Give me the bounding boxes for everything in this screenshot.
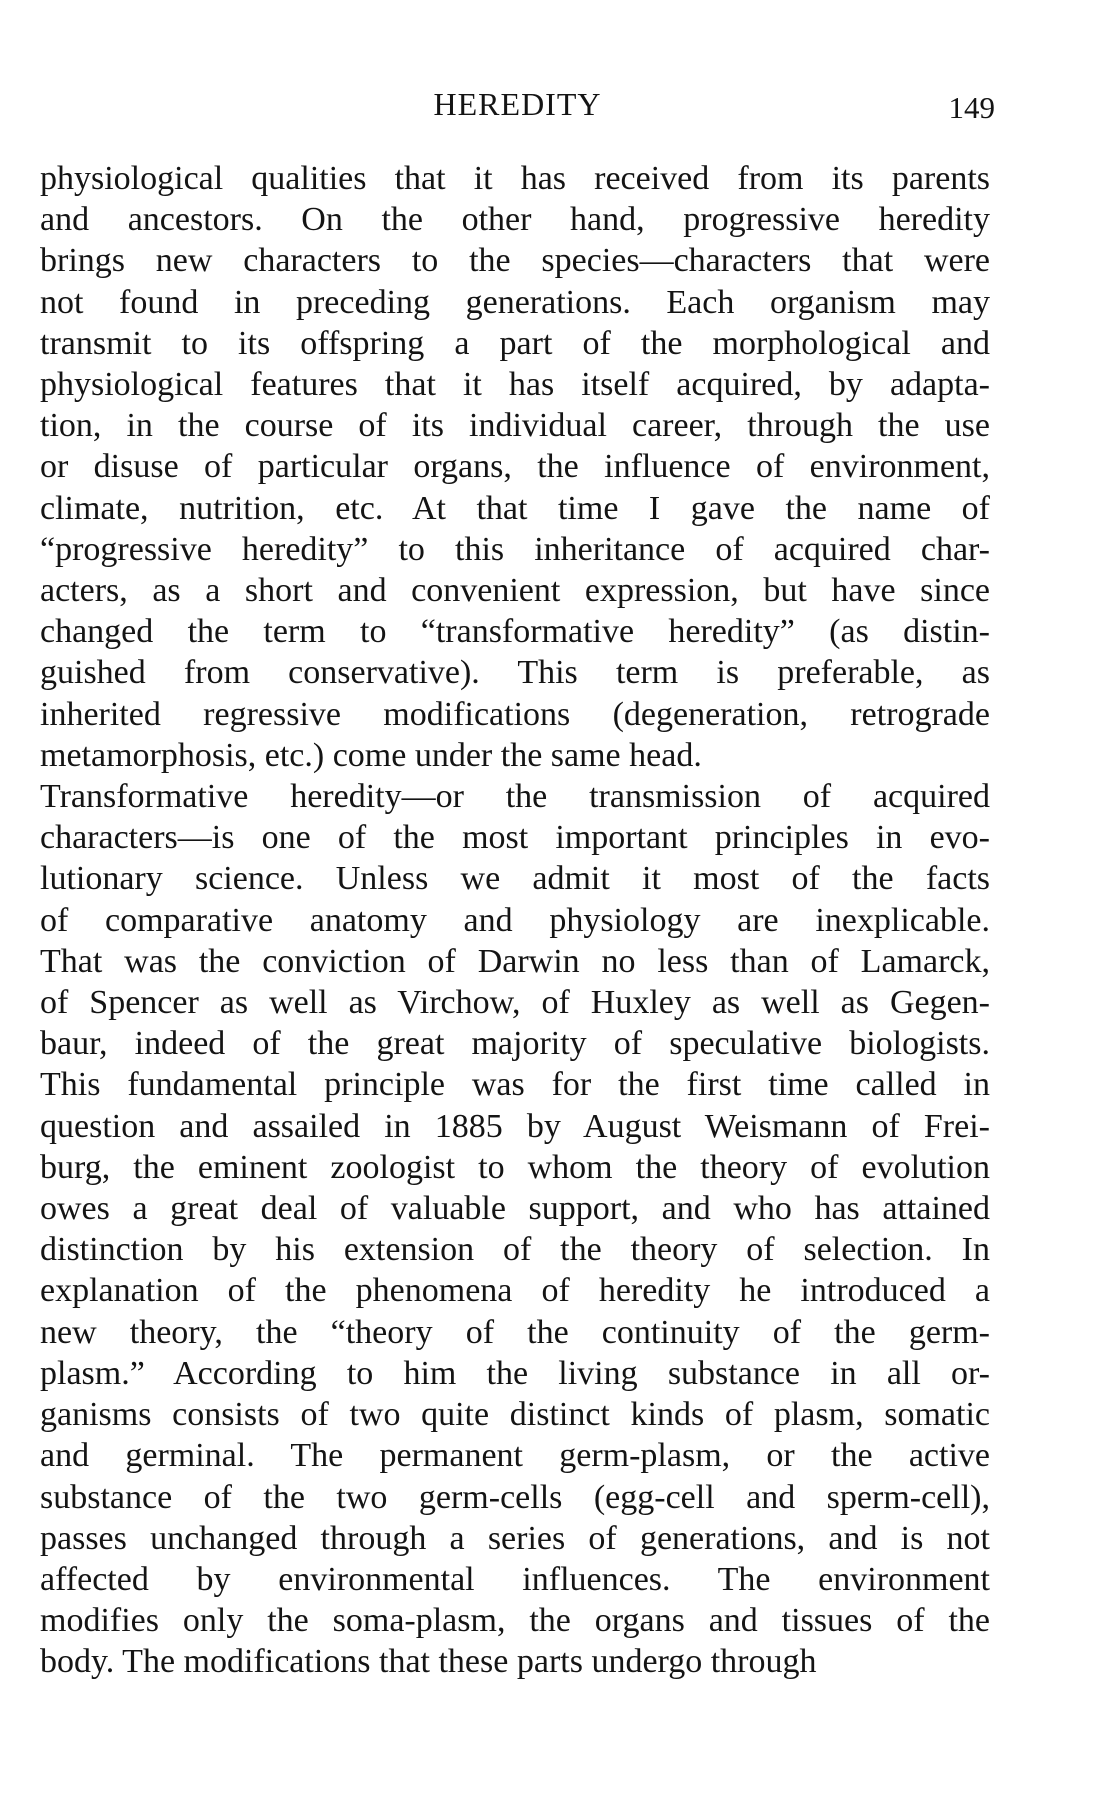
page-number: 149 — [948, 90, 995, 125]
text-line: guished from conservative). This term is preferable, as — [40, 654, 990, 692]
paragraph — [40, 776, 990, 1682]
text-line: physiological qualities that it has received from its parents — [40, 160, 990, 197]
running-head — [40, 86, 995, 130]
text-line: brings new characters to the species—characters that were — [40, 242, 990, 280]
text-line: passes unchanged through a series of generations, and is not — [40, 1519, 990, 1557]
text-line: plasm.” According to him the living substance in all or- — [40, 1354, 990, 1392]
text-line: of Spencer as well as Virchow, of Huxley as well as Gegen- — [40, 984, 990, 1022]
text-line: substance of the two germ-cells (egg-cell and sperm-cell), — [40, 1478, 990, 1516]
text-line: explanation of the phenomena of heredity he introduced a — [40, 1272, 990, 1310]
text-line: question and assailed in 1885 by August Weismann of Frei- — [40, 1107, 990, 1145]
text-line: “progressive heredity” to this inheritance of acquired char- — [40, 530, 990, 568]
text-line: changed the term to “transformative heredity” (as distin- — [40, 613, 990, 651]
text-line: new theory, the “theory of the continuity of the germ- — [40, 1313, 990, 1351]
text-line: distinction by his extension of the theory of selection. In — [40, 1231, 990, 1269]
text-line: That was the conviction of Darwin no less than of Lamarck, — [40, 942, 990, 980]
text-line: tion, in the course of its individual career, through the use — [40, 407, 990, 445]
paragraph — [40, 158, 990, 776]
text-line: baur, indeed of the great majority of speculative biologists. — [40, 1025, 990, 1063]
text-line: owes a great deal of valuable support, and who has attained — [40, 1190, 990, 1228]
text-line: and ancestors. On the other hand, progressive heredity — [40, 201, 990, 239]
text-line: metamorphosis, etc.) come under the same head. — [40, 736, 702, 774]
text-line: This fundamental principle was for the first time called in — [40, 1066, 990, 1104]
text-line: characters—is one of the most important principles in evo- — [40, 819, 990, 857]
text-line: ganisms consists of two quite distinct kinds of plasm, somatic — [40, 1396, 990, 1434]
text-line: of comparative anatomy and physiology are inexplicable. — [40, 901, 990, 939]
text-line: not found in preceding generations. Each organism may — [40, 283, 990, 321]
running-title: HEREDITY — [433, 86, 602, 122]
text-line: inherited regressive modifications (degeneration, retrograde — [40, 695, 990, 733]
text-line: burg, the eminent zoologist to whom the theory of evolution — [40, 1148, 990, 1186]
text-line: Transformative heredity—or the transmission of acquired — [40, 778, 990, 816]
text-line: climate, nutrition, etc. At that time I gave the name of — [40, 489, 990, 527]
text-line: physiological features that it has itself acquired, by adapta- — [40, 366, 990, 404]
text-body — [40, 158, 990, 1683]
text-line: body. The modifications that these parts undergo through — [40, 1643, 817, 1681]
text-line: or disuse of particular organs, the influence of environment, — [40, 448, 990, 486]
text-line: lutionary science. Unless we admit it most of the facts — [40, 860, 990, 898]
text-line: acters, as a short and convenient expression, but have since — [40, 572, 990, 610]
text-line: and germinal. The permanent germ-plasm, or the active — [40, 1437, 990, 1475]
text-line: affected by environmental influences. The environment — [40, 1560, 990, 1598]
text-line: modifies only the soma-plasm, the organs and tissues of the — [40, 1602, 990, 1640]
text-line: transmit to its offspring a part of the morphological and — [40, 324, 990, 362]
